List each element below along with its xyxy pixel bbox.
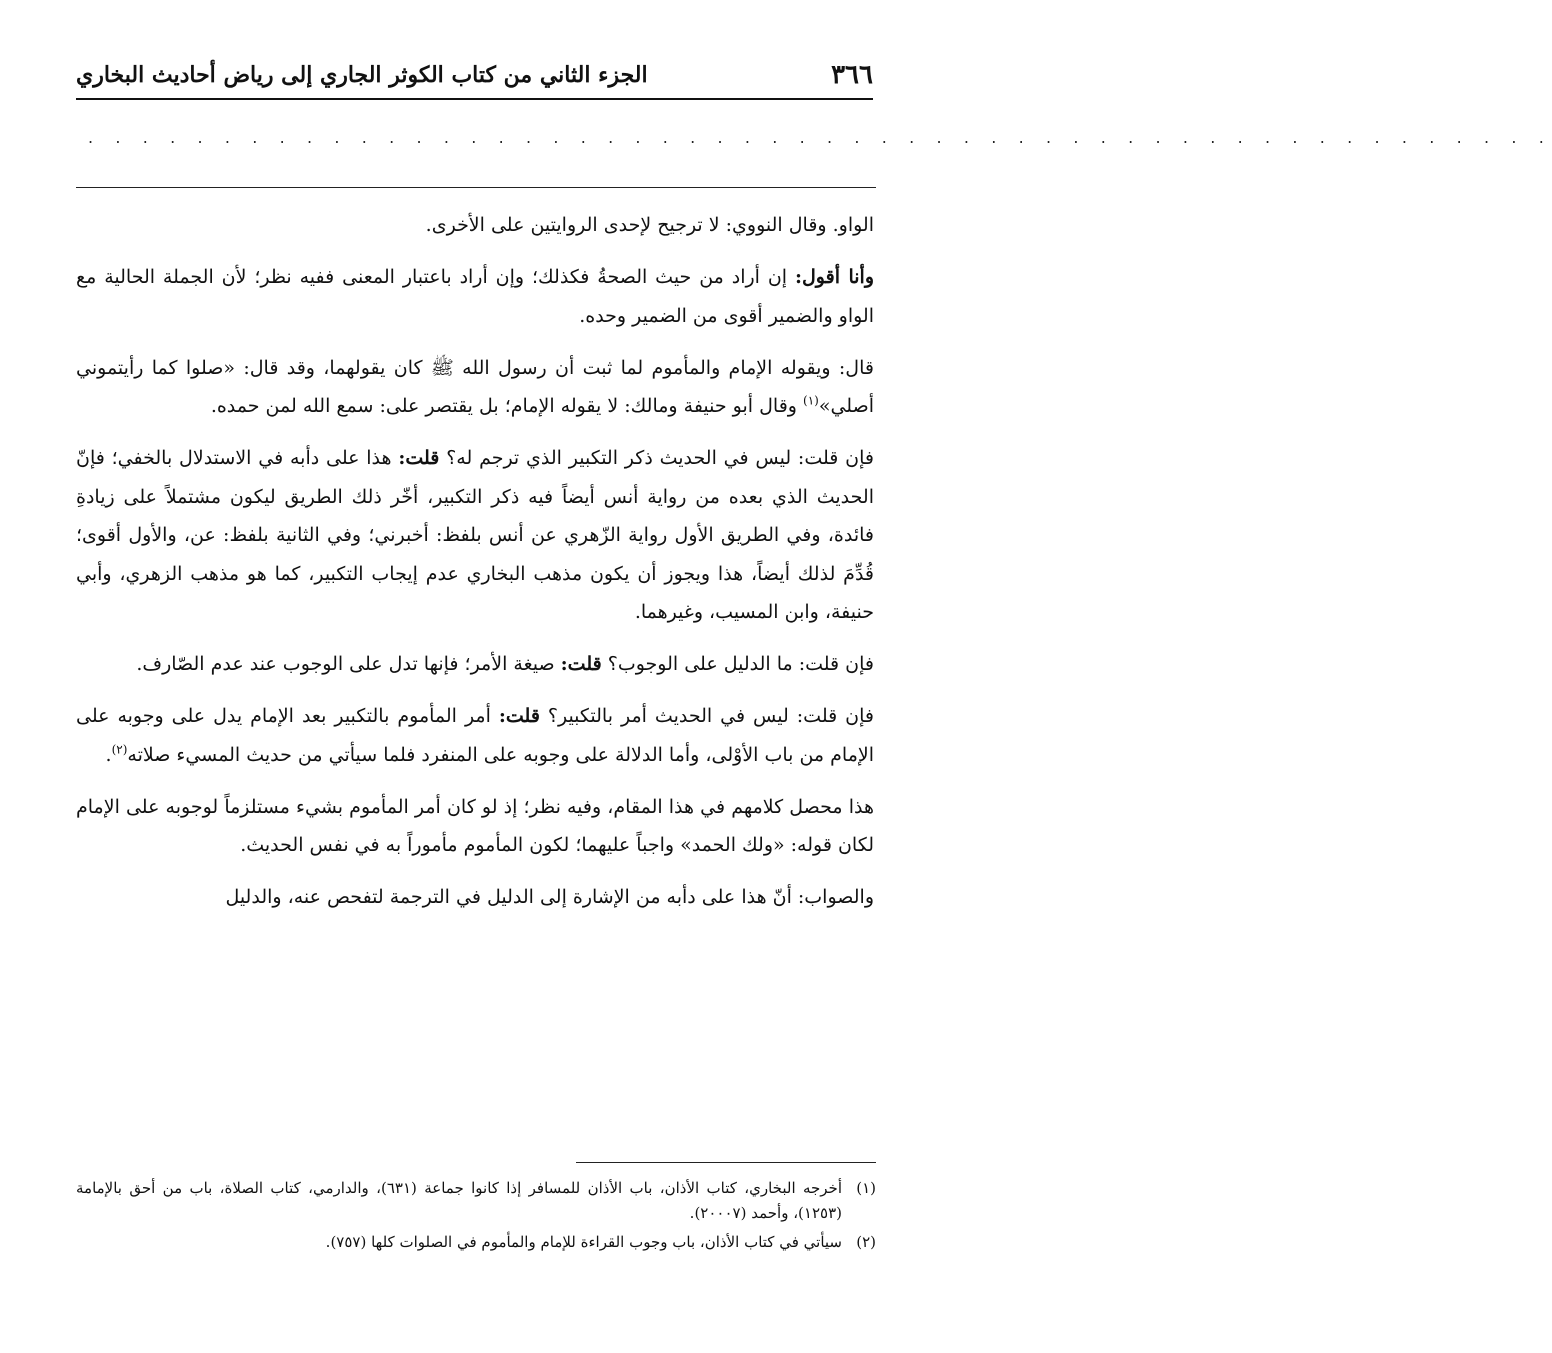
separator-rule: [76, 187, 876, 188]
footnotes: [76, 1176, 876, 1259]
paragraph-7: هذا محصل كلامهم في هذا المقام، وفيه نظر؛ إذ لو كان أمر المأموم بشيء مستلزماً لوجوبه على الإمام لكان قوله: «ولك الحمد» واجباً عليهما؛ لكون المأموم مأموراً به في نفس الحديث.: [76, 795, 874, 856]
page-number: ٣٦٦: [831, 60, 873, 90]
paragraph-5: [76, 645, 874, 684]
paragraph-4-question: فإن قلت: ليس في الحديث ذكر التكبير الذي ترجم له؟: [439, 447, 874, 469]
footnote-ref-1[interactable]: (١): [803, 393, 819, 408]
paragraph-2: [76, 258, 874, 335]
paragraph-2-lead: وأنا أقول:: [794, 266, 874, 288]
paragraph-4-answer: هذا على دأبه في الاستدلال بالخفي؛ فإنّ الحديث الذي بعده من رواية أنس أيضاً فيه ذكر التكبير، أخّر ذلك الطريق ليكون مشتملاً على زيادةِ فائدة، وفي الطريق الأول رواية الزّهري عن أنس بلفظ: أخبرني؛ وفي الثانية بلفظ: عن، والأول أقوى؛ قُدِّمَ لذلك أيضاً، هذا ويجوز أن يكون مذهب البخاري عدم إيجاب التكبير، كما هو مذهب الزهري، وأبي حنيفة، وابن المسيب، وغيرهما.: [76, 447, 874, 623]
ellipsis-line: . . . . . . . . . . . . . . . . . . . . . . . . . . . . . . . . . . . . . . . . . . . . . . . . . . . . . .: [88, 128, 1552, 147]
footnote-1-number: (١): [856, 1179, 876, 1197]
paragraph-3-text-a: قال: ويقوله الإمام والمأموم لما ثبت أن رسول الله ﷺ كان يقولهما، وقد قال: «صلوا كما رأيتموني أصلي»: [76, 356, 874, 417]
paragraph-6-answer-lead: قلت:: [498, 705, 540, 727]
page-header: [76, 52, 873, 100]
footnote-separator: [576, 1162, 876, 1163]
paragraph-6: [76, 697, 874, 774]
paragraph-6-question: فإن قلت: ليس في الحديث أمر بالتكبير؟: [539, 705, 874, 727]
paragraph-4: [76, 439, 874, 632]
paragraph-3: [76, 349, 874, 426]
paragraph-3-text-b: وقال أبو حنيفة ومالك: لا يقوله الإمام؛ بل يقتصر على: سمع الله لمن حمده.: [210, 395, 803, 417]
paragraph-5-answer: صيغة الأمر؛ فإنها تدل على الوجوب عند عدم الصّارف.: [136, 653, 561, 675]
paragraph-6-end: .: [105, 743, 112, 766]
running-title: الجزء الثاني من كتاب الكوثر الجاري إلى رياض أحاديث البخاري: [76, 62, 648, 88]
footnote-2: [76, 1230, 876, 1255]
footnote-1: [76, 1176, 876, 1226]
footnote-ref-2[interactable]: (٢): [111, 742, 128, 757]
paragraph-1: الواو. وقال النووي: لا ترجيح لإحدى الروايتين على الأخرى.: [425, 214, 874, 236]
paragraph-2-text: إن أراد من حيث الصحةُ فكذلك؛ وإن أراد باعتبار المعنى ففيه نظر؛ لأن الجملة الحالية مع الواو والضمير أقوى من الضمير وحده.: [76, 266, 874, 327]
paragraph-5-question: فإن قلت: ما الدليل على الوجوب؟: [601, 653, 874, 675]
footnote-1-text: أخرجه البخاري، كتاب الأذان، باب الأذان للمسافر إذا كانوا جماعة (٦٣١)، والدارمي، كتاب الصلاة، باب من أحق بالإمامة (١٢٥٣)، وأحمد (٢٠٠٠٧).: [76, 1179, 842, 1222]
paragraph-8: والصواب: أنّ هذا على دأبه من الإشارة إلى الدليل في الترجمة لتفحص عنه، والدليل: [225, 886, 874, 908]
footnote-2-text: سيأتي في كتاب الأذان، باب وجوب القراءة للإمام والمأموم في الصلوات كلها (٧٥٧).: [325, 1233, 842, 1251]
paragraph-5-answer-lead: قلت:: [560, 653, 602, 675]
footnote-2-number: (٢): [856, 1233, 876, 1251]
main-text: [76, 206, 874, 930]
paragraph-6-answer: أمر المأموم بالتكبير بعد الإمام يدل على وجوبه على الإمام من باب الأوْلى، وأما الدلالة على وجوبه على المنفرد فلما سيأتي من حديث المسيء صلاته: [76, 705, 874, 766]
paragraph-4-answer-lead: قلت:: [398, 447, 440, 469]
